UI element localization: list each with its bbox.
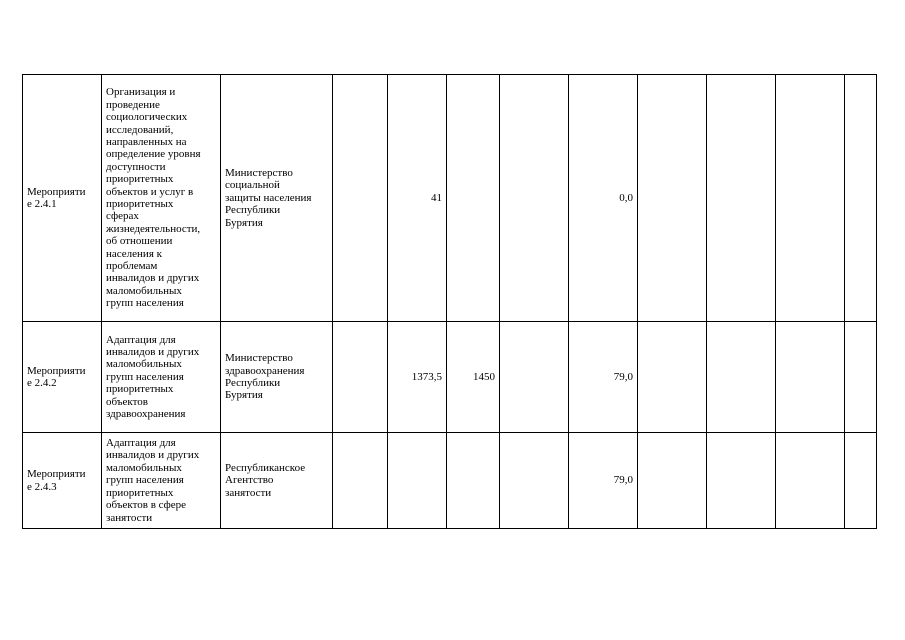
measure-description-cell-line: инвалидов и других	[106, 345, 200, 358]
executor-cell	[221, 322, 333, 433]
measure-id-cell	[23, 433, 102, 529]
executor-cell	[221, 433, 333, 529]
measure-id-cell-line: е 2.4.2	[27, 377, 57, 389]
value-cell-col11	[776, 322, 845, 433]
measure-id-cell-line: Мероприяти	[27, 468, 86, 481]
value-cell-col6	[447, 75, 500, 322]
measure-id-cell-line: Мероприяти	[27, 185, 86, 198]
measure-id-cell-line: е 2.4.1	[27, 198, 57, 210]
measure-id-cell-line: е 2.4.3	[27, 480, 57, 493]
value-cell-col4	[333, 322, 388, 433]
measure-description-cell-line: здравоохранения	[106, 408, 186, 421]
measure-description-cell-line: приоритетных	[106, 198, 174, 210]
measure-description-cell-line: сферах	[106, 210, 139, 223]
value-cell-col5: 41	[388, 75, 447, 322]
table-row	[23, 433, 877, 529]
value-cell-col12	[845, 433, 877, 529]
measure-description-cell-line: проведение	[106, 98, 160, 111]
value-cell-col4	[333, 75, 388, 322]
measure-description-cell-line: инвалидов и других	[106, 272, 200, 285]
executor-cell-line: Республиканское	[225, 461, 306, 474]
measure-description-cell-line: маломобильных	[106, 284, 182, 297]
measure-description-cell-line: групп населения	[106, 370, 184, 383]
measure-description-cell	[102, 75, 221, 322]
measure-description-cell-line: населения к	[106, 247, 162, 260]
program-measures-table	[22, 74, 877, 529]
value-cell-col8: 0,0	[569, 75, 638, 322]
value-cell-col10	[707, 433, 776, 529]
measure-description-cell-line: проблемам	[106, 260, 158, 273]
measure-description-cell	[102, 322, 221, 433]
value-cell-col7	[500, 322, 569, 433]
value-cell-col6: 1450	[447, 322, 500, 433]
value-cell-col5: 1373,5	[388, 322, 447, 433]
measure-description-cell-line: объектов и услуг в	[106, 185, 194, 198]
measure-description-cell-line: приоритетных	[106, 173, 174, 186]
executor-cell-line: Бурятия	[225, 389, 263, 402]
measure-description-cell-line: социологических	[106, 111, 188, 124]
measure-description-cell-line: направленных на	[106, 135, 187, 148]
measure-description-cell-line: объектов в сфере	[106, 499, 187, 512]
value-cell-col12	[845, 322, 877, 433]
executor-cell-line: Агентство	[225, 474, 274, 487]
measure-description-cell-line: Адаптация для	[106, 437, 176, 450]
measure-description-cell-line: исследований,	[106, 123, 174, 136]
measure-description-cell-line: групп населения	[106, 474, 184, 487]
value-cell-col10	[707, 75, 776, 322]
value-cell-col6	[447, 433, 500, 529]
measure-description-cell-line: групп населения	[106, 297, 184, 310]
value-cell-col7	[500, 75, 569, 322]
measure-description-cell-line: маломобильных	[106, 358, 182, 371]
executor-cell	[221, 75, 333, 322]
measure-description-cell-line: объектов	[106, 395, 148, 408]
value-cell-col11	[776, 75, 845, 322]
measure-description-cell-line: занятости	[106, 511, 153, 524]
value-cell-col8: 79,0	[569, 433, 638, 529]
executor-cell-line: Республики	[225, 377, 281, 389]
value-cell-col9	[638, 75, 707, 322]
executor-cell-line: занятости	[225, 486, 272, 499]
executor-cell-line: здравоохранения	[225, 364, 305, 377]
executor-cell-line: Министерство	[225, 166, 293, 179]
measure-description-cell-line: приоритетных	[106, 383, 174, 396]
executor-cell-line: социальной	[225, 179, 280, 192]
value-cell-col9	[638, 433, 707, 529]
value-cell-col5	[388, 433, 447, 529]
measure-id-cell	[23, 75, 102, 322]
value-cell-col7	[500, 433, 569, 529]
value-cell-col10	[707, 322, 776, 433]
value-cell-col9	[638, 322, 707, 433]
executor-cell-line: Республики	[225, 204, 281, 217]
value-cell-col11	[776, 433, 845, 529]
value-cell-col8: 79,0	[569, 322, 638, 433]
measure-description-cell-line: приоритетных	[106, 486, 174, 499]
executor-cell-line: Бурятия	[225, 216, 263, 229]
value-cell-col12	[845, 75, 877, 322]
table-row	[23, 322, 877, 433]
table-body	[23, 75, 877, 529]
measure-description-cell-line: маломобильных	[106, 461, 182, 474]
measure-description-cell-line: инвалидов и других	[106, 449, 200, 462]
measure-description-cell-line: жизнедеятельности,	[106, 222, 201, 235]
measure-id-cell-line: Мероприяти	[27, 364, 86, 377]
measure-description-cell-line: Организация и	[106, 86, 176, 99]
value-cell-col4	[333, 433, 388, 529]
measure-description-cell-line: Адаптация для	[106, 333, 176, 346]
executor-cell-line: Министерство	[225, 352, 293, 365]
executor-cell-line: защиты населения	[225, 191, 312, 204]
table-row	[23, 75, 877, 322]
measure-description-cell-line: об отношении	[106, 235, 173, 248]
measure-id-cell	[23, 322, 102, 433]
measure-description-cell-line: доступности	[106, 160, 166, 173]
measure-description-cell	[102, 433, 221, 529]
measure-description-cell-line: определение уровня	[106, 148, 201, 161]
